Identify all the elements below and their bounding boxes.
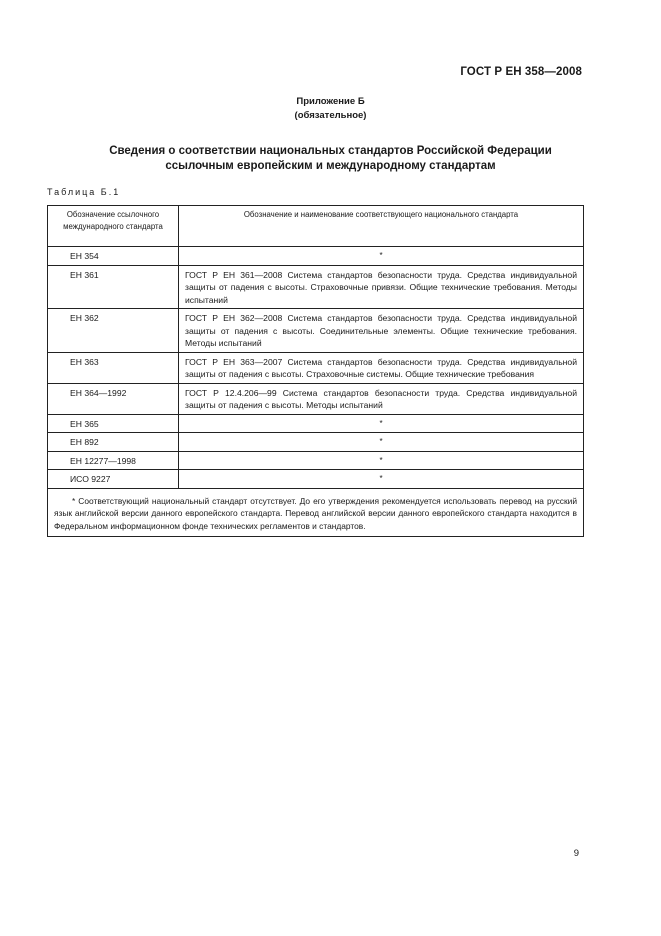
reference-code: ЕН 12277—1998: [48, 451, 179, 470]
page-number: 9: [573, 848, 579, 859]
correspondence-table: [47, 205, 584, 537]
appendix-title: Приложение Б: [296, 96, 365, 107]
national-standard: *: [179, 451, 584, 470]
table-row: [48, 247, 584, 266]
national-standard: ГОСТ Р ЕН 362—2008 Система стандартов безопасности труда. Средства индивидуальной защиты от падения с высоты. Соединительные элементы. Общие технические требования. Методы испытаний: [179, 309, 584, 353]
appendix-heading: [0, 95, 661, 123]
table-row: [48, 383, 584, 414]
header-reference-line-1: Обозначение ссылочного: [66, 210, 160, 219]
appendix-status: (обязательное): [294, 110, 367, 121]
national-standard: ГОСТ Р ЕН 363—2007 Система стандартов безопасности труда. Средства индивидуальной защиты от падения с высоты. Страховочные системы. Общие технические требования: [179, 352, 584, 383]
header-national-standard: Обозначение и наименование соответствующего национального стандарта: [179, 206, 584, 247]
table-label: Таблица Б.1: [47, 187, 121, 197]
section-title-line-2: ссылочным европейским и международному стандартам: [165, 160, 496, 172]
national-standard: ГОСТ Р 12.4.206—99 Система стандартов безопасности труда. Средства индивидуальной защиты от падения с высоты. Методы испытаний: [179, 383, 584, 414]
table-row: [48, 414, 584, 433]
national-standard: ГОСТ Р ЕН 361—2008 Система стандартов безопасности труда. Средства индивидуальной защиты от падения с высоты. Страховочные привязи. Общие технические требования. Методы испытаний: [179, 265, 584, 309]
table-header-row: [48, 206, 584, 247]
section-title-line-1: Сведения о соответствии национальных стандартов Российской Федерации: [109, 145, 552, 157]
table-row: [48, 451, 584, 470]
table-row: [48, 470, 584, 489]
section-title: [0, 144, 661, 174]
reference-code: ЕН 365: [48, 414, 179, 433]
reference-code: ЕН 363: [48, 352, 179, 383]
table-footnote-row: [48, 488, 584, 537]
reference-code: ИСО 9227: [48, 470, 179, 489]
header-reference-line-2: международного стандарта: [63, 222, 163, 231]
reference-code: ЕН 354: [48, 247, 179, 266]
national-standard: *: [179, 433, 584, 452]
reference-code: ЕН 361: [48, 265, 179, 309]
document-code: ГОСТ Р ЕН 358—2008: [460, 66, 582, 78]
table-row: [48, 309, 584, 353]
table-row: [48, 433, 584, 452]
reference-code: ЕН 362: [48, 309, 179, 353]
national-standard: *: [179, 247, 584, 266]
table-row: [48, 265, 584, 309]
table-footnote: [48, 488, 584, 537]
reference-code: ЕН 364—1992: [48, 383, 179, 414]
national-standard: *: [179, 414, 584, 433]
header-reference-standard: [48, 206, 179, 247]
reference-code: ЕН 892: [48, 433, 179, 452]
table-row: [48, 352, 584, 383]
footnote-text: * Соответствующий национальный стандарт отсутствует. До его утверждения рекомендуется использовать перевод на русский язык английской версии данного европейского стандарта. Перевод английской версии данного европейского стандарта находится в Федеральном информационном фонде технических регламентов и стандартов.: [54, 495, 577, 531]
national-standard: *: [179, 470, 584, 489]
